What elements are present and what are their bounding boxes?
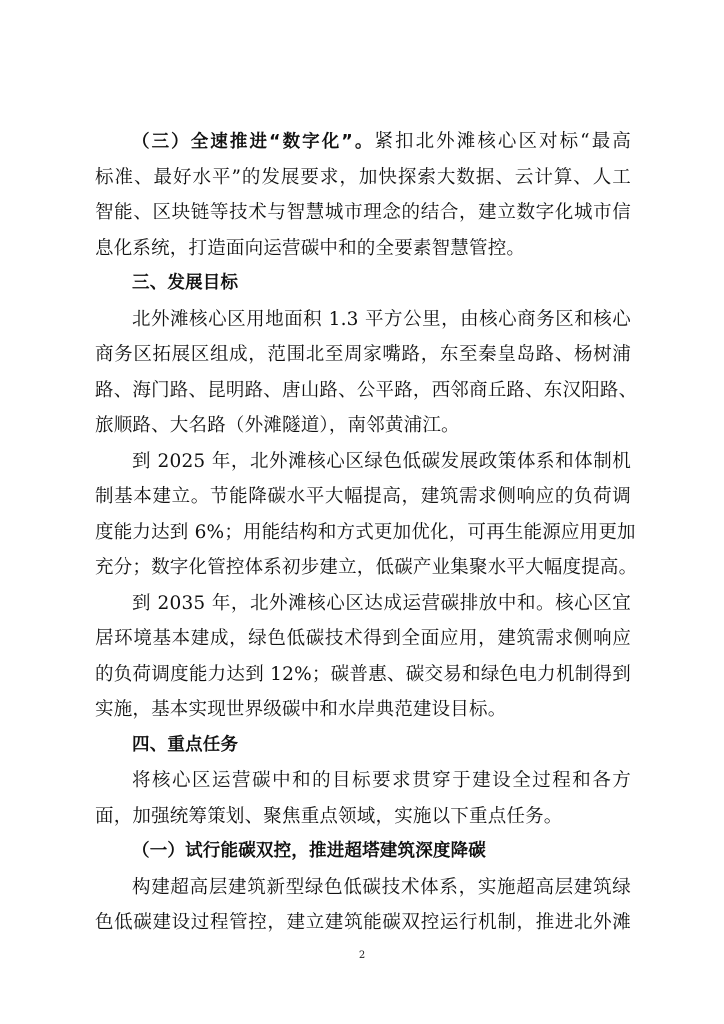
document-page bbox=[95, 124, 638, 941]
paragraph-area-line-1: 北外滩核心区用地面积 1.3 平方公里，由核心商务区和核心 bbox=[132, 308, 631, 330]
paragraph-2025-line-2: 制基本建立。节能降碳水平大幅提高，建筑需求侧响应的负荷调 bbox=[95, 486, 631, 507]
paragraph-digital-line-4: 息化系统，打造面向运营碳中和的全要素智慧管控。 bbox=[95, 237, 526, 259]
paragraph-area-line-4: 旅顺路、大名路（外滩隧道），南邻黄浦江。 bbox=[95, 415, 460, 436]
subheading-dual-control: （一）试行能碳双控，推进超塔建筑深度降碳 bbox=[132, 841, 486, 861]
paragraph-digital-line-3: 智能、区块链等技术与智慧城市理念的结合，建立数字化城市信 bbox=[95, 202, 631, 223]
heading-development-goals: 三、发展目标 bbox=[132, 273, 239, 293]
paragraph-dual-control-line-2: 色低碳建设过程管控，建立建筑能碳双控运行机制，推进北外滩 bbox=[95, 912, 631, 933]
heading-key-tasks: 四、重点任务 bbox=[132, 734, 239, 755]
paragraph-tasks-line-2: 面，加强统筹策划、聚焦重点领域，实施以下重点任务。 bbox=[95, 805, 563, 827]
paragraph-area-line-3: 路、海门路、昆明路、唐山路、公平路，西邻商丘路、东汉阳路、 bbox=[95, 379, 638, 401]
paragraph-area-line-2: 商务区拓展区组成，范围北至周家嘴路，东至秦皇岛路、杨树浦 bbox=[95, 344, 631, 365]
paragraph-2025-line-4: 充分；数字化管控体系初步建立，低碳产业集聚水平大幅度提高。 bbox=[95, 557, 638, 578]
paragraph-2025-line-3: 度能力达到 6%；用能结构和方式更加优化，可再生能源应用更加 bbox=[95, 521, 636, 543]
paragraph-digital-line-1 bbox=[95, 124, 631, 160]
page-number: 2 bbox=[358, 950, 366, 961]
paragraph-digital-line-2: 标准、最好水平”的发展要求，加快探索大数据、云计算、人工 bbox=[95, 166, 631, 188]
digital-lead-heading: （三）全速推进“数字化”。 bbox=[132, 132, 375, 152]
paragraph-2035-line-1: 到 2035 年，北外滩核心区达成运营碳排放中和。核心区宜 bbox=[132, 592, 631, 614]
paragraph-2025-line-1: 到 2025 年，北外滩核心区绿色低碳发展政策体系和体制机 bbox=[132, 450, 631, 472]
digital-line-1-text: 紧扣北外滩核心区对标“最高 bbox=[374, 131, 631, 152]
paragraph-dual-control-line-1: 构建超高层建筑新型绿色低碳技术体系，实施超高层建筑绿 bbox=[132, 876, 631, 898]
paragraph-2035-line-3: 的负荷调度能力达到 12%；碳普惠、碳交易和绿色电力机制得到 bbox=[95, 663, 631, 685]
paragraph-tasks-line-1: 将核心区运营碳中和的目标要求贯穿于建设全过程和各方 bbox=[132, 770, 631, 791]
paragraph-2035-line-4: 实施，基本实现世界级碳中和水岸典范建设目标。 bbox=[95, 699, 507, 720]
paragraph-2035-line-2: 居环境基本建成，绿色低碳技术得到全面应用，建筑需求侧响应 bbox=[95, 628, 631, 649]
